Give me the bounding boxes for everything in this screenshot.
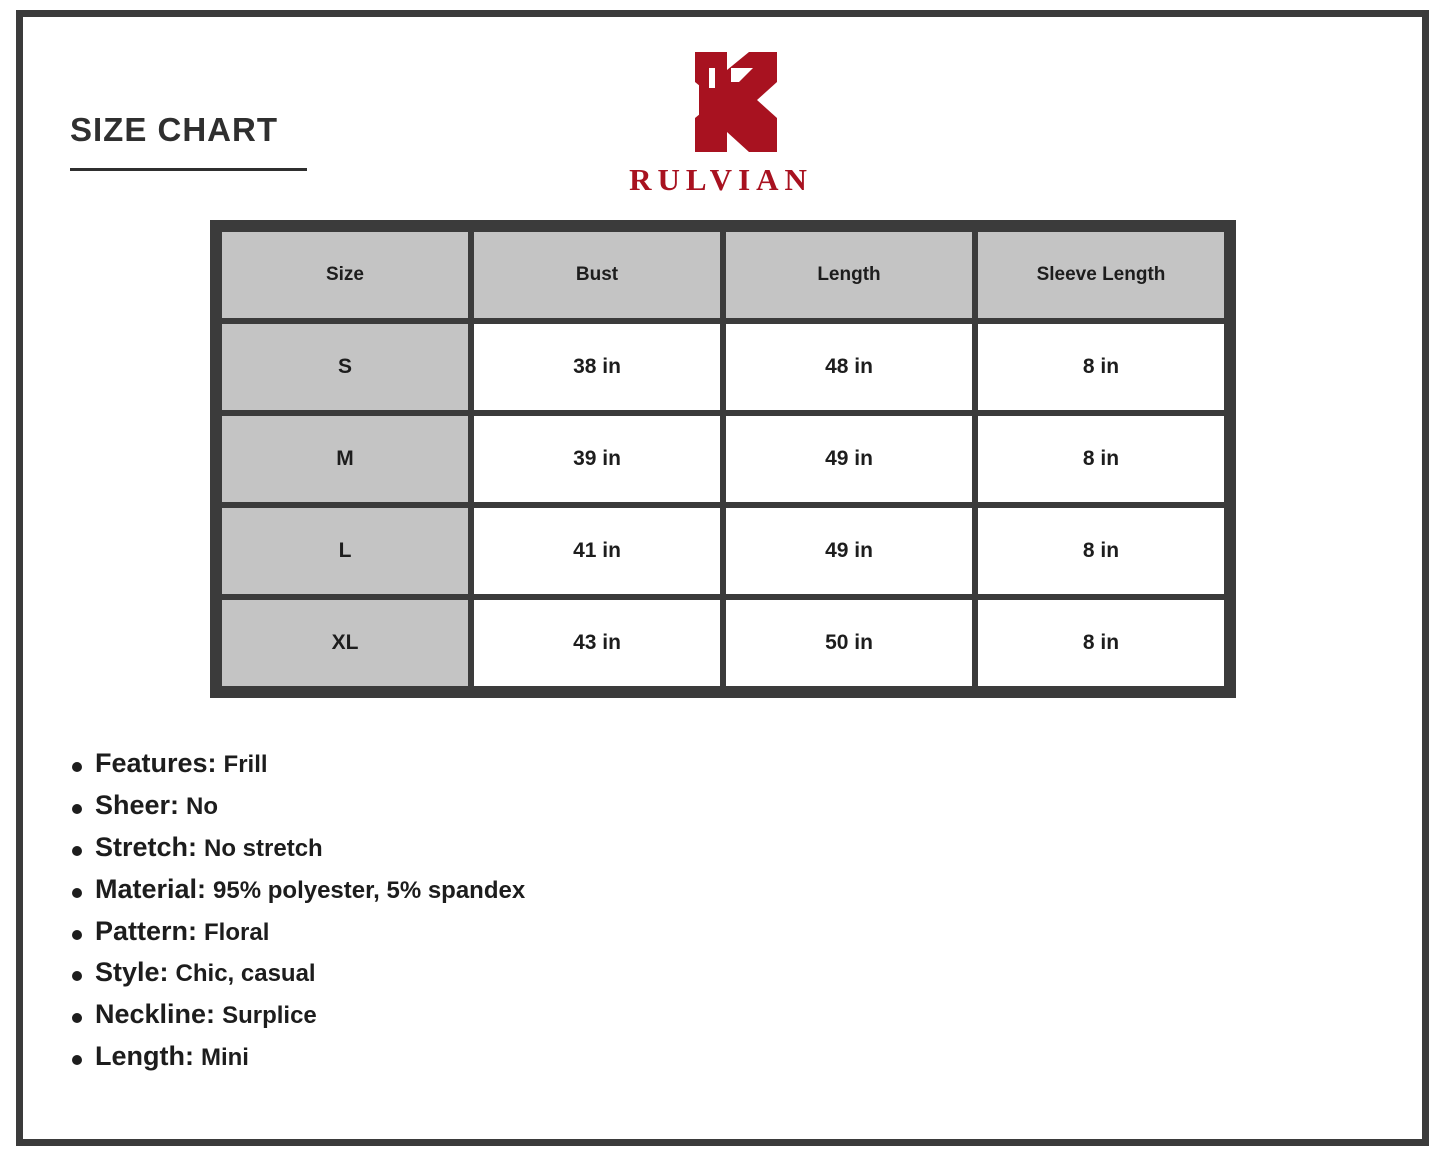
spec-value: No stretch (204, 834, 323, 862)
list-item (62, 874, 1162, 905)
column-header-length: Length (726, 232, 972, 318)
list-item (62, 790, 1162, 821)
title-underline (70, 168, 307, 171)
list-item (62, 957, 1162, 988)
page-title-block (70, 112, 490, 171)
size-table (210, 220, 1236, 698)
cell-size: XL (222, 600, 468, 686)
brand-logo (596, 48, 846, 198)
table-row (222, 416, 1224, 502)
list-item (62, 832, 1162, 863)
spec-value: Frill (223, 751, 268, 778)
spec-label: Features: (95, 748, 217, 778)
list-item (62, 999, 1162, 1030)
table-row (222, 324, 1224, 410)
spec-label: Neckline: (95, 999, 216, 1030)
spec-label: Material: (95, 873, 207, 904)
list-item (62, 916, 1162, 947)
cell-bust: 38 in (474, 324, 720, 410)
table-header-row (222, 232, 1224, 318)
cell-sleeve-length: 8 in (978, 600, 1224, 686)
page-title: SIZE CHART (70, 111, 278, 148)
cell-size: M (222, 416, 468, 502)
spec-value: Floral (204, 918, 270, 946)
spec-value: Mini (200, 1044, 249, 1072)
spec-label: Stretch: (95, 831, 198, 862)
list-item (62, 1041, 1162, 1072)
cell-sleeve-length: 8 in (978, 324, 1224, 410)
cell-bust: 39 in (474, 416, 720, 502)
spec-label: Sheer: (95, 789, 180, 820)
product-spec-list (62, 748, 1162, 1083)
list-item (62, 748, 1162, 779)
size-table-container (210, 220, 1236, 698)
brand-name: RULVIAN (629, 162, 813, 197)
column-header-size: Size (222, 232, 468, 318)
spec-value: No (186, 792, 219, 820)
spec-label: Length: (95, 1041, 194, 1072)
cell-bust: 43 in (474, 600, 720, 686)
cell-size: S (222, 324, 468, 410)
cell-length: 49 in (726, 508, 972, 594)
column-header-sleeve-length: Sleeve Length (978, 232, 1224, 318)
table-row (222, 508, 1224, 594)
cell-sleeve-length: 8 in (978, 508, 1224, 594)
spec-label: Pattern: (95, 915, 198, 946)
cell-size: L (222, 508, 468, 594)
column-header-bust: Bust (474, 232, 720, 318)
spec-value: Chic, casual (175, 960, 316, 988)
cell-length: 48 in (726, 324, 972, 410)
spec-value: 95% polyester, 5% spandex (213, 876, 526, 904)
cell-bust: 41 in (474, 508, 720, 594)
cell-sleeve-length: 8 in (978, 416, 1224, 502)
rulvian-r-monogram-icon (653, 48, 789, 158)
spec-value: Surplice (222, 1002, 317, 1030)
cell-length: 50 in (726, 600, 972, 686)
cell-length: 49 in (726, 416, 972, 502)
spec-label: Style: (95, 957, 169, 988)
table-row (222, 600, 1224, 686)
